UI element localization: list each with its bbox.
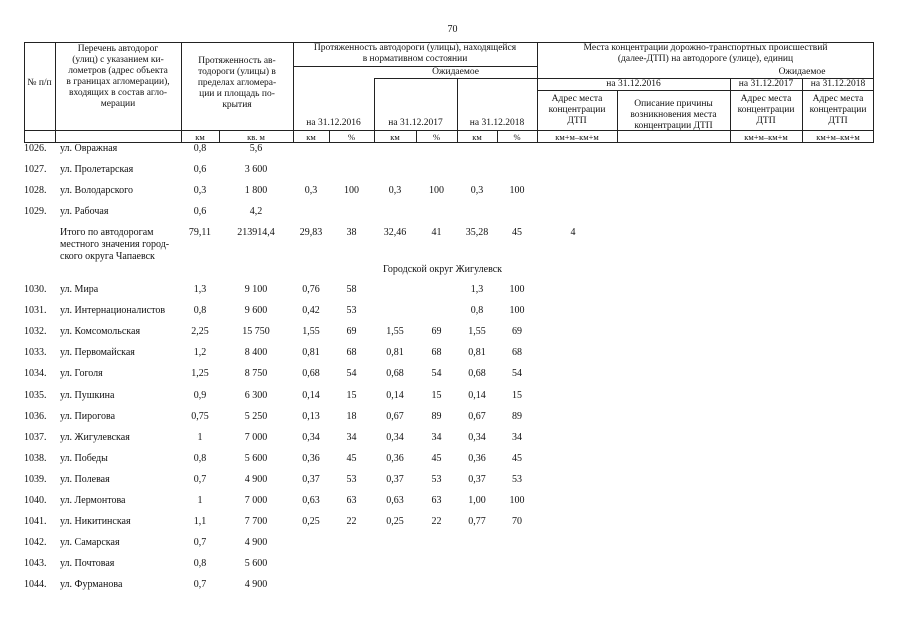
cell-p18: 15 [512,390,522,401]
cell-p16: 58 [346,284,357,295]
cell-p18: 34 [512,432,522,443]
cell-n17: 0,63 [386,495,404,506]
cell-n18: 0,8 [470,305,484,316]
cell-n18: 0,77 [468,516,486,527]
cell-km: 0,3 [193,185,207,196]
unit-percent: % [347,132,356,142]
cell-p16: 22 [346,516,357,527]
cell-name: ул. Лермонтова [60,495,126,506]
cell-sqm: 8 400 [244,347,268,358]
cell-name: ул. Полевая [60,474,110,485]
unit-percent: % [513,132,521,142]
cell-p16: 53 [346,474,357,485]
cell-p16: 53 [346,305,357,316]
cell-p17: 89 [431,411,442,422]
cell-km: 0,6 [193,164,207,175]
cell-name: ул. Самарская [60,537,120,548]
cell-p17: 45 [431,453,442,464]
cell-name: ул. Комсомольская [60,326,141,337]
address-2017-header: Адрес места концентрации ДТП [737,94,795,126]
cell-sqm: 4 900 [244,579,268,590]
expected-label-normative: Ожидаемое [432,67,479,77]
unit-km: км [472,132,482,142]
cell-no: 1042. [24,537,47,548]
cell-km: 0,9 [193,390,207,401]
cell-p17: 34 [431,432,442,443]
cell-p18: 45 [512,453,522,464]
cell-n18: 1,3 [470,284,484,295]
cell-n18: 1,55 [468,326,486,337]
cell-p18: 100 [509,495,525,506]
col-length-header: Протяженность ав- тодороги (улицы) в пределах агломера- ции и площадь по- крытия [197,56,277,110]
cell-sqm: 9 100 [244,284,268,295]
cell-name: ул. Рабочая [60,206,109,217]
cell-n16: 1,55 [302,326,320,337]
cell-p17: 69 [431,326,442,337]
cell-name: ул. Первомайская [60,347,135,358]
cell-p17: 22 [431,516,442,527]
cell-n18: 0,14 [468,390,486,401]
cell-p17: 68 [431,347,442,358]
unit-km-range: км+м–км+м [555,132,599,142]
cell-n18: 0,3 [470,185,484,196]
cell-n17: 0,3 [388,185,402,196]
cell-no: 1033. [24,347,47,358]
cell-name: ул. Победы [60,453,108,464]
cell-km: 0,6 [193,206,207,217]
cell-n16: 0,13 [302,411,320,422]
cell-name: ул. Володарского [60,185,133,196]
cell-sqm: 7 000 [244,495,268,506]
total-label [60,227,180,263]
cell-km: 0,8 [193,143,207,154]
unit-km: км [195,132,205,142]
cell-km: 1,1 [193,516,207,527]
cell-n16: 0,81 [302,347,320,358]
total-n18: 35,28 [465,227,489,238]
cell-p16: 45 [346,453,357,464]
cell-p18: 70 [512,516,522,527]
cell-sqm: 6 300 [244,390,268,401]
cell-p16: 68 [346,347,357,358]
cell-name: ул. Пирогова [60,411,116,422]
cell-n16: 0,63 [302,495,320,506]
cell-n18: 0,68 [468,368,486,379]
cell-n18: 0,81 [468,347,486,358]
cell-p16: 63 [346,495,357,506]
cell-n16: 0,37 [302,474,320,485]
cell-sqm: 8 750 [244,368,268,379]
date-2016-dtp: на 31.12.2016 [606,79,661,89]
total-label-line: местного значения город- [60,239,170,250]
cell-km: 0,7 [193,579,207,590]
cell-no: 1028. [24,185,47,196]
total-sqm: 213914,4 [237,227,275,238]
cell-p18: 68 [512,347,522,358]
cell-no: 1040. [24,495,47,506]
cell-km: 0,75 [191,411,209,422]
cell-km: 0,8 [193,558,207,569]
cell-name: ул. Жигулевская [60,432,130,443]
cell-km: 1 [197,495,203,506]
cell-sqm: 5 250 [244,411,268,422]
address-2018-header: Адрес места концентрации ДТП [809,94,867,126]
cell-p17: 100 [429,185,444,196]
cell-name: ул. Интернационалистов [60,305,166,316]
cell-name: ул. Пролетарская [60,164,134,175]
cell-p17: 53 [431,474,442,485]
address-2016-header: Адрес места концентрации ДТП [548,94,606,126]
cell-km: 1,25 [191,368,209,379]
cell-p18: 89 [512,411,522,422]
page-number: 70 [447,24,458,35]
cell-n16: 0,42 [302,305,320,316]
cell-p16: 18 [346,411,357,422]
cell-p16: 54 [346,368,357,379]
col-normative-header: Протяженность автодороги (улицы), находящейся в нормативном состоянии [313,43,517,64]
cell-no: 1035. [24,390,47,401]
total-p18: 45 [512,227,522,238]
col-number-header: № п/п [27,78,52,88]
cell-n16: 0,68 [302,368,320,379]
cell-sqm: 15 750 [242,326,270,337]
cell-p16: 15 [346,390,357,401]
expected-label-dtp: Ожидаемое [778,67,826,77]
cell-no: 1027. [24,164,47,175]
cell-n17: 0,37 [386,474,404,485]
cell-n17: 0,14 [386,390,404,401]
cell-name: ул. Фурманова [60,579,123,590]
cell-p17: 63 [431,495,442,506]
unit-km: км [306,132,316,142]
cell-sqm: 4,2 [249,206,263,217]
cell-name: ул. Гоголя [60,368,103,379]
cell-name: ул. Пушкина [60,390,115,401]
total-p16: 38 [346,227,357,238]
cell-no: 1031. [24,305,47,316]
cell-n16: 0,3 [304,185,318,196]
cell-no: 1039. [24,474,47,485]
cell-no: 1029. [24,206,47,217]
cell-n17: 0,25 [386,516,404,527]
cell-name: ул. Овражная [60,143,118,154]
unit-sqm: кв. м [247,132,265,142]
cell-p18: 100 [509,305,525,316]
cell-sqm: 1 800 [244,185,268,196]
cell-p17: 15 [431,390,442,401]
cell-sqm: 4 900 [244,537,268,548]
cell-p16: 69 [346,326,357,337]
cell-km: 2,25 [191,326,209,337]
date-2018-normative: на 31.12.2018 [469,118,525,128]
cell-n17: 0,67 [386,411,404,422]
cell-sqm: 7 000 [244,432,268,443]
cell-n16: 0,34 [302,432,320,443]
cell-n18: 0,36 [468,453,486,464]
cell-no: 1030. [24,284,47,295]
cell-sqm: 3 600 [244,164,268,175]
cell-km: 0,7 [193,537,207,548]
total-km: 79,11 [188,227,212,238]
cell-n18: 1,00 [468,495,486,506]
cell-n16: 0,25 [302,516,320,527]
cell-n17: 1,55 [386,326,404,337]
cell-p18: 100 [509,185,525,196]
cell-km: 0,7 [193,474,207,485]
cell-no: 1037. [24,432,47,443]
unit-km-range: км+м–км+м [816,132,860,142]
cell-km: 1 [197,432,203,443]
cell-name: ул. Никитинская [60,516,131,527]
cell-name: ул. Почтовая [60,558,115,569]
cell-n16: 0,14 [302,390,320,401]
cell-n16: 0,76 [302,284,320,295]
cell-km: 1,3 [193,284,207,295]
cell-no: 1032. [24,326,47,337]
date-2016-normative: на 31.12.2016 [306,118,361,128]
col-roads-header: Перечень автодорог (улиц) с указанием ки- лометров (адрес объекта в границах агломерации), входящих в состав агло- мерации [66,44,170,109]
cell-km: 0,8 [193,305,207,316]
date-2018-dtp: на 31.12.2018 [810,79,866,89]
cell-p18: 54 [512,368,522,379]
cell-sqm: 7 700 [244,516,268,527]
cell-n17: 0,81 [386,347,404,358]
cell-sqm: 5,6 [249,143,263,154]
cell-n17: 0,34 [386,432,404,443]
cell-p18: 53 [512,474,522,485]
cell-p18: 100 [509,284,525,295]
cell-n18: 0,67 [468,411,486,422]
cell-no: 1041. [24,516,47,527]
total-p17: 41 [431,227,442,238]
cell-no: 1044. [24,579,47,590]
cell-p16: 100 [344,185,359,196]
unit-km: км [390,132,400,142]
cell-n18: 0,34 [468,432,486,443]
total-n17: 32,46 [383,227,407,238]
cell-n16: 0,36 [302,453,320,464]
cell-p17: 54 [431,368,442,379]
cell-name: ул. Мира [60,284,99,295]
unit-percent: % [432,132,441,142]
cell-sqm: 4 900 [244,474,268,485]
cell-no: 1034. [24,368,47,379]
section-title: Городской округ Жигулевск [383,264,503,275]
total-n16: 29,83 [299,227,323,238]
date-2017-dtp: на 31.12.2017 [738,79,794,89]
total-label-line: ского округа Чапаевск [60,251,155,262]
cell-sqm: 5 600 [244,558,268,569]
total-dtp: 4 [570,227,576,238]
cell-sqm: 5 600 [244,453,268,464]
cell-no: 1036. [24,411,47,422]
cell-sqm: 9 600 [244,305,268,316]
cell-n18: 0,37 [468,474,486,485]
cell-n17: 0,36 [386,453,404,464]
cell-km: 1,2 [193,347,207,358]
cell-km: 0,8 [193,453,207,464]
cell-n17: 0,68 [386,368,404,379]
cell-p16: 34 [346,432,357,443]
reason-header: Описание причины возникновения места концентрации ДТП [630,99,717,131]
total-label-line: Итого по автодорогам [60,227,154,238]
col-dtp-header: Места концентрации дорожно-транспортных происшествий (далее-ДТП) на автодороге (улице), единиц [583,43,828,64]
cell-no: 1026. [24,143,47,154]
unit-km-range: км+м–км+м [744,132,788,142]
cell-no: 1038. [24,453,47,464]
cell-no: 1043. [24,558,47,569]
cell-p18: 69 [512,326,522,337]
date-2017-normative: на 31.12.2017 [388,118,443,128]
